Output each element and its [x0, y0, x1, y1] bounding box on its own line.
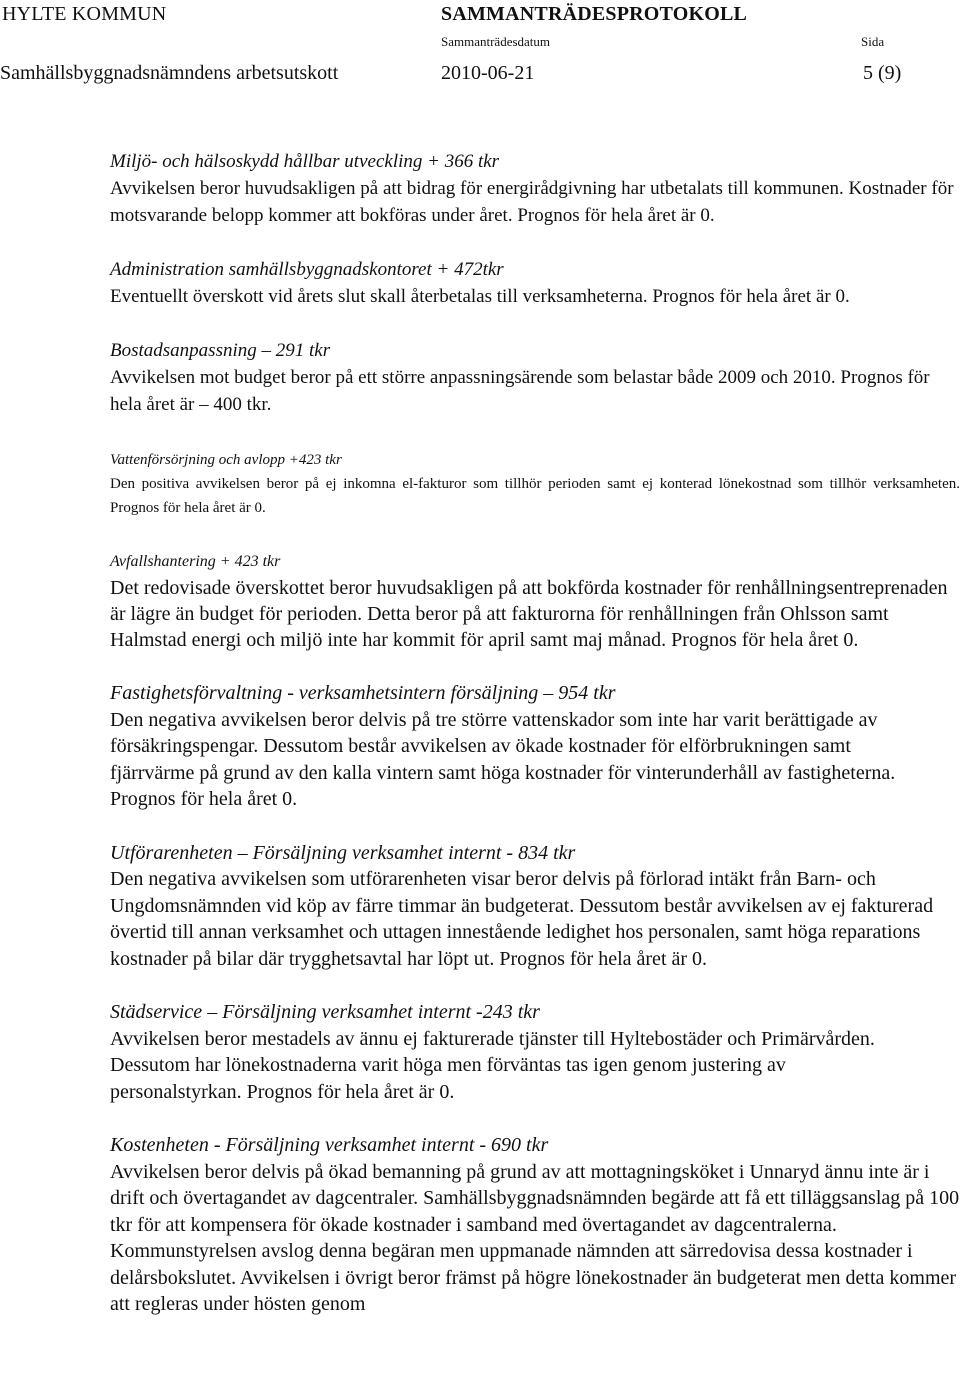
section-text: Eventuellt överskott vid årets slut skall återbetalas till verksamheterna. Prognos för hela året är 0.: [110, 286, 850, 307]
section-vattenforsorjning: [110, 448, 960, 520]
section-miljo: [110, 148, 960, 229]
section-text: Avvikelsen beror huvudsakligen på att bidrag för energirådgivning har utbetalats till kommunen. Kostnader för motsvarande belopp kommer att bokföras under året. Prognos för hela året är 0.: [110, 178, 954, 226]
page-number: 5 (9): [863, 62, 902, 84]
section-title: Fastighetsförvaltning - verksamhetsintern försäljning – 954 tkr: [110, 682, 616, 704]
page-label: Sida: [861, 34, 885, 49]
section-text: Avvikelsen mot budget beror på ett större anpassningsärende som belastar både 2009 och 2010. Prognos för hela året är – 400 tkr.: [110, 367, 930, 415]
page-header: [0, 0, 960, 90]
section-text: Den positiva avvikelsen beror på ej inkomna el-fakturor som tillhör perioden samt ej konterad lönekostnad som tillhör verksamheten. Prognos för hela året är 0.: [110, 476, 960, 516]
section-title: Avfallshantering + 423 tkr: [110, 553, 281, 570]
section-utforarenheten: [110, 840, 960, 973]
section-title: Vattenförsörjning och avlopp +423 tkr: [110, 452, 342, 468]
document-title: SAMMANTRÄDESPROTOKOLL: [441, 3, 748, 25]
meeting-date: 2010-06-21: [441, 62, 535, 84]
section-title: Miljö- och hälsoskydd hållbar utveckling + 366 tkr: [110, 151, 500, 172]
document-body: [110, 148, 960, 1318]
section-title: Kostenheten - Försäljning verksamhet internt - 690 tkr: [110, 1134, 549, 1156]
section-text: Det redovisade överskottet beror huvudsakligen på att bokförda kostnader för renhållningsentreprenaden är lägre än budget för perioden. Detta beror på att fakturorna för renhållningen från Ohlsson samt Halmstad energi och miljö inte har kommit för april samt maj månad. Prognos för hela året 0.: [110, 577, 948, 651]
section-avfallshantering: [110, 549, 960, 653]
section-text: Avvikelsen beror delvis på ökad bemanning på grund av att mottagningsköket i Unnaryd ännu inte är i drift och övertagandet av dagcentraler. Samhällsbyggnadsnämnden begärde att få ett tilläggsanslag på 100 tkr för att kompensera för ökade kostnader i samband med övertagandet av dagcentralerna. Kommunstyrelsen avslog denna begäran men uppmanade nämnden att särredovisa dessa kostnader i delårsbokslutet. Avvikelsen i övrigt beror främst på högre lönekostnader än budgeterat men detta kommer att regleras under hösten genom: [110, 1160, 960, 1315]
section-fastighetsforvaltning: [110, 680, 960, 813]
section-title: Utförarenheten – Försäljning verksamhet internt - 834 tkr: [110, 841, 576, 864]
section-administration: [110, 256, 960, 310]
organization-name: HYLTE KOMMUN: [2, 3, 167, 25]
section-text: Avvikelsen beror mestadels av ännu ej fakturerade tjänster till Hyltebostäder och Primärvården. Dessutom har lönekostnaderna varit höga men förväntas tas igen genom justering av personalstyrkan. Prognos för hela året är 0.: [110, 1027, 875, 1103]
section-stadservice: [110, 999, 960, 1105]
section-bostadsanpassning: [110, 337, 960, 418]
section-title: Städservice – Försäljning verksamhet internt -243 tkr: [110, 1001, 540, 1023]
section-kostenheten: [110, 1132, 960, 1318]
section-title: Bostadsanpassning – 291 tkr: [110, 340, 331, 361]
section-text: Den negativa avvikelsen som utförarenheten visar beror delvis på förlorad intäkt från Barn- och Ungdomsnämnden vid köp av färre timmar än budgeterat. Dessutom består avvikelsen av ej fakturerad övertid till annan verksamhet och uttagen innestående ledighet hos personalen, samt höga reparations kostnader på bilar där trygghetsavtal har löpt ut. Prognos för hela året är 0.: [110, 868, 934, 970]
section-title: Administration samhällsbyggnadskontoret + 472tkr: [110, 259, 504, 280]
committee-name: Samhällsbyggnadsnämndens arbetsutskott: [0, 62, 339, 84]
meeting-date-label: Sammanträdesdatum: [441, 34, 551, 49]
section-text: Den negativa avvikelsen beror delvis på tre större vattenskador som inte har varit berättigade av försäkringspengar. Dessutom består avvikelsen av ökade kostnader för elförbrukningen samt fjärrvärme på grund av den kalla vintern samt höga kostnader för vinterunderhåll av fastigheterna. Prognos för hela året 0.: [110, 708, 896, 810]
